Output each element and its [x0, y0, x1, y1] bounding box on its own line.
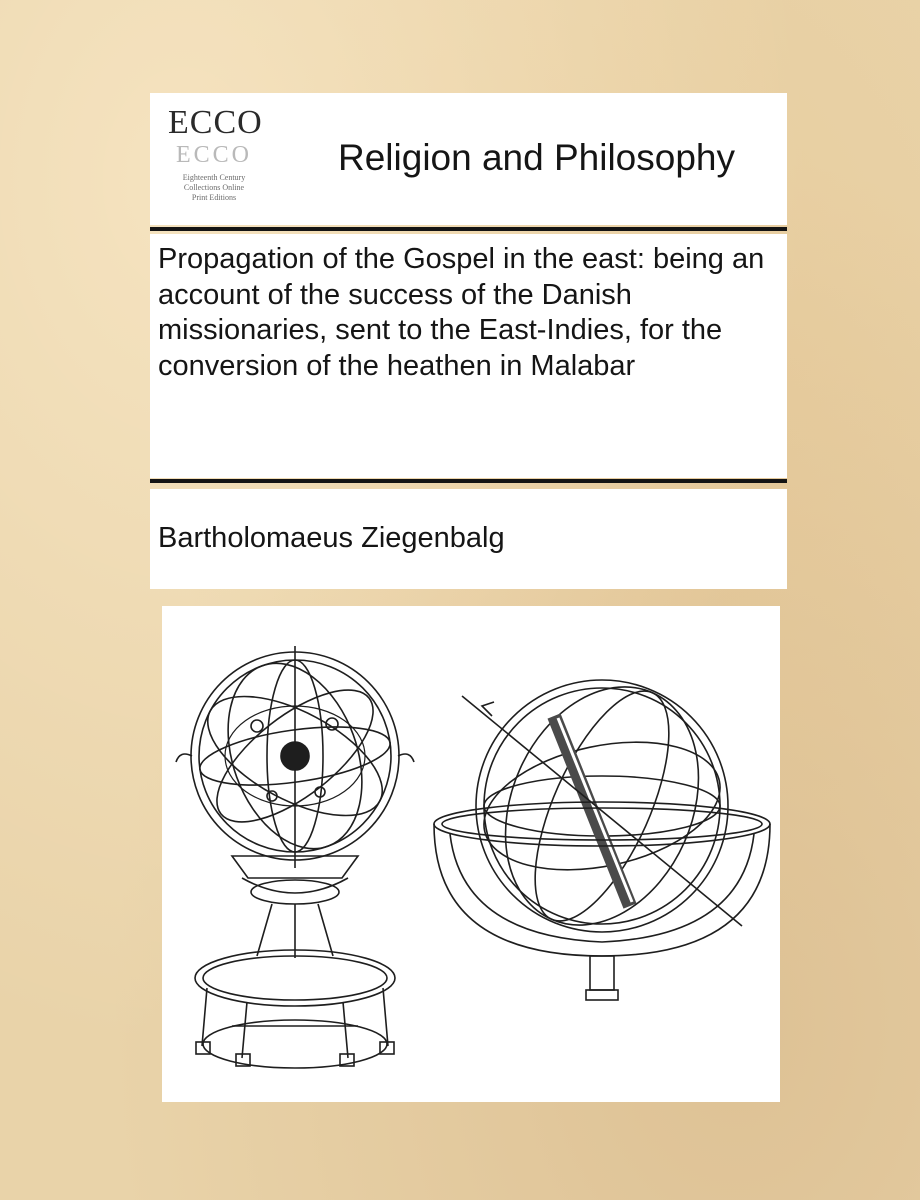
book-title: Propagation of the Gospel in the east: being an account of the success of the Danish missionaries, sent to the East-Indies, for the conversion of the heathen in Malabar: [158, 243, 765, 382]
armillary-sphere-icon: [176, 645, 414, 1068]
logo-mark: ECCO: [168, 104, 263, 141]
logo-mark-reflection: ECCO: [175, 142, 252, 168]
header-panel: [150, 93, 787, 225]
logo-line: Print Editions: [191, 193, 237, 202]
logo-line: Eighteenth Century: [182, 173, 246, 182]
author-panel: [150, 489, 787, 589]
divider-rule: [150, 227, 787, 231]
divider-rule: [150, 479, 787, 483]
logo-line: Collections Online: [183, 183, 245, 192]
title-panel: [150, 234, 787, 478]
ecco-logo: [168, 104, 263, 211]
engraving-illustration: [162, 606, 780, 1102]
celestial-globe-icon: [434, 656, 770, 1000]
author-name: Bartholomaeus Ziegenbalg: [158, 522, 505, 554]
illustration-panel: [162, 606, 780, 1102]
collection-title: Religion and Philosophy: [338, 137, 735, 178]
